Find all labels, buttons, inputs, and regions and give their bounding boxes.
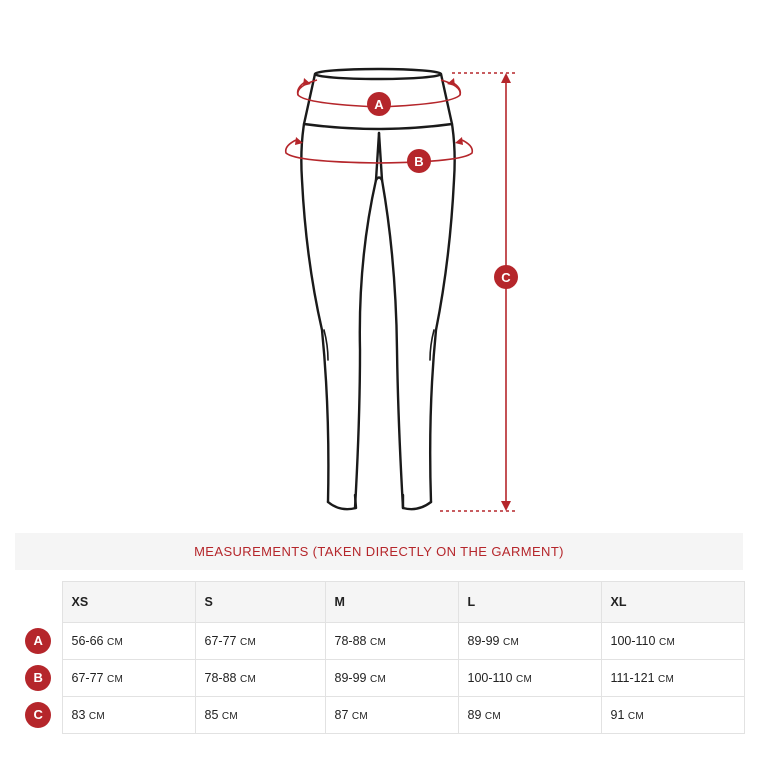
header-corner: [15, 582, 62, 623]
arrow-c-top: [501, 73, 511, 83]
marker-b: B: [25, 665, 51, 691]
marker-a-label: A: [374, 97, 384, 112]
cell-value: 89 CM: [458, 697, 601, 734]
cell-value: 78-88 CM: [325, 623, 458, 660]
cell-value: 91 CM: [601, 697, 744, 734]
cell-value: 87 CM: [325, 697, 458, 734]
cell-value: 89-99 CM: [325, 660, 458, 697]
arrow-b-right: [455, 137, 463, 145]
marker-a: A: [25, 628, 51, 654]
size-header-xl: XL: [601, 582, 744, 623]
measurements-heading: MEASUREMENTS (TAKEN DIRECTLY ON THE GARMENT): [194, 544, 564, 559]
marker-c: C: [25, 702, 51, 728]
cell-value: 83 CM: [62, 697, 195, 734]
arrow-c-bottom: [501, 501, 511, 511]
table-row: [15, 697, 744, 734]
cell-value: 78-88 CM: [195, 660, 325, 697]
size-header-l: L: [458, 582, 601, 623]
cell-value: 85 CM: [195, 697, 325, 734]
cell-value: 111-121 CM: [601, 660, 744, 697]
measurements-banner: [15, 533, 743, 570]
cell-value: 100-110 CM: [601, 623, 744, 660]
marker-c-label: C: [501, 270, 511, 285]
size-header-m: M: [325, 582, 458, 623]
cell-value: 89-99 CM: [458, 623, 601, 660]
cell-value: 100-110 CM: [458, 660, 601, 697]
size-header-xs: XS: [62, 582, 195, 623]
size-chart-table: [15, 581, 745, 734]
leggings-outline: [301, 69, 454, 509]
size-header-row: [15, 582, 744, 623]
table-row: [15, 623, 744, 660]
cell-value: 56-66 CM: [62, 623, 195, 660]
size-header-s: S: [195, 582, 325, 623]
cell-value: 67-77 CM: [62, 660, 195, 697]
marker-b-label: B: [414, 154, 424, 169]
cell-value: 67-77 CM: [195, 623, 325, 660]
table-row: [15, 660, 744, 697]
measure-c-length: [440, 73, 516, 511]
